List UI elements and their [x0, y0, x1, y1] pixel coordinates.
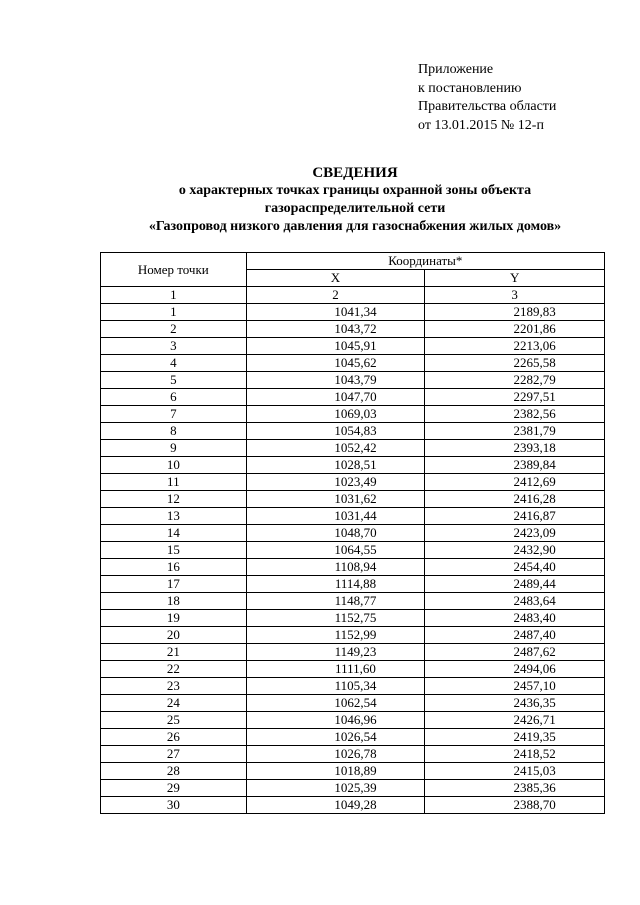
- point-number-cell: 18: [101, 593, 247, 610]
- table-row: [101, 610, 605, 627]
- x-coordinate-cell: 1108,94: [246, 559, 425, 576]
- x-coordinate-cell: 1028,51: [246, 457, 425, 474]
- table-body: [101, 304, 605, 814]
- x-coordinate-cell: 1152,99: [246, 627, 425, 644]
- point-number-cell: 14: [101, 525, 247, 542]
- point-number-cell: 15: [101, 542, 247, 559]
- y-coordinate-cell: 2297,51: [425, 389, 605, 406]
- y-coordinate-cell: 2494,06: [425, 661, 605, 678]
- table-row: [101, 372, 605, 389]
- point-number-cell: 20: [101, 627, 247, 644]
- table-row: [101, 491, 605, 508]
- table-row: [101, 457, 605, 474]
- y-coordinate-cell: 2213,06: [425, 338, 605, 355]
- header-x: X: [246, 270, 425, 287]
- point-number-cell: 2: [101, 321, 247, 338]
- table-row: [101, 474, 605, 491]
- x-coordinate-cell: 1148,77: [246, 593, 425, 610]
- x-coordinate-cell: 1149,23: [246, 644, 425, 661]
- y-coordinate-cell: 2201,86: [425, 321, 605, 338]
- table-row: [101, 389, 605, 406]
- y-coordinate-cell: 2189,83: [425, 304, 605, 321]
- table-row: [101, 355, 605, 372]
- heading-line: о характерных точках границы охранной зоны объекта: [178, 183, 532, 198]
- table-row: [101, 746, 605, 763]
- table-row: [101, 661, 605, 678]
- x-coordinate-cell: 1105,34: [246, 678, 425, 695]
- point-number-cell: 30: [101, 797, 247, 814]
- point-number-cell: 13: [101, 508, 247, 525]
- y-coordinate-cell: 2432,90: [425, 542, 605, 559]
- y-coordinate-cell: 2457,10: [425, 678, 605, 695]
- y-coordinate-cell: 2487,62: [425, 644, 605, 661]
- x-coordinate-cell: 1048,70: [246, 525, 425, 542]
- x-coordinate-cell: 1046,96: [246, 712, 425, 729]
- x-coordinate-cell: 1026,54: [246, 729, 425, 746]
- x-coordinate-cell: 1054,83: [246, 423, 425, 440]
- point-number-cell: 27: [101, 746, 247, 763]
- x-coordinate-cell: 1069,03: [246, 406, 425, 423]
- table-row: [101, 627, 605, 644]
- y-coordinate-cell: 2418,52: [425, 746, 605, 763]
- header-point-number: Номер точки: [101, 253, 247, 287]
- table-row: [101, 525, 605, 542]
- x-coordinate-cell: 1025,39: [246, 780, 425, 797]
- y-coordinate-cell: 2381,79: [425, 423, 605, 440]
- appendix-note: [418, 61, 556, 135]
- point-number-cell: 11: [101, 474, 247, 491]
- point-number-cell: 3: [101, 338, 247, 355]
- y-coordinate-cell: 2389,84: [425, 457, 605, 474]
- x-coordinate-cell: 1111,60: [246, 661, 425, 678]
- x-coordinate-cell: 1047,70: [246, 389, 425, 406]
- x-coordinate-cell: 1045,62: [246, 355, 425, 372]
- point-number-cell: 4: [101, 355, 247, 372]
- y-coordinate-cell: 2423,09: [425, 525, 605, 542]
- point-number-cell: 5: [101, 372, 247, 389]
- y-coordinate-cell: 2454,40: [425, 559, 605, 576]
- table-row: [101, 797, 605, 814]
- y-coordinate-cell: 2483,40: [425, 610, 605, 627]
- point-number-cell: 28: [101, 763, 247, 780]
- table-row: [101, 406, 605, 423]
- point-number-cell: 12: [101, 491, 247, 508]
- header-coordinates: Координаты*: [246, 253, 604, 270]
- table-row: [101, 542, 605, 559]
- y-coordinate-cell: 2426,71: [425, 712, 605, 729]
- table-row: [101, 559, 605, 576]
- point-number-cell: 16: [101, 559, 247, 576]
- x-coordinate-cell: 1064,55: [246, 542, 425, 559]
- document-title: СВЕДЕНИЯ: [312, 165, 398, 181]
- y-coordinate-cell: 2436,35: [425, 695, 605, 712]
- x-coordinate-cell: 1026,78: [246, 746, 425, 763]
- table-row: [101, 576, 605, 593]
- point-number-cell: 24: [101, 695, 247, 712]
- y-coordinate-cell: 2412,69: [425, 474, 605, 491]
- point-number-cell: 29: [101, 780, 247, 797]
- table-row: [101, 321, 605, 338]
- document-heading: [100, 164, 610, 236]
- table-row: [101, 729, 605, 746]
- point-number-cell: 1: [101, 304, 247, 321]
- point-number-cell: 17: [101, 576, 247, 593]
- x-coordinate-cell: 1062,54: [246, 695, 425, 712]
- point-number-cell: 10: [101, 457, 247, 474]
- table-row: [101, 593, 605, 610]
- column-number-1: 1: [101, 287, 247, 304]
- y-coordinate-cell: 2416,87: [425, 508, 605, 525]
- table-row: [101, 644, 605, 661]
- y-coordinate-cell: 2388,70: [425, 797, 605, 814]
- appendix-line: Приложение: [418, 62, 494, 77]
- header-y: Y: [425, 270, 605, 287]
- column-number-2: 2: [246, 287, 425, 304]
- point-number-cell: 25: [101, 712, 247, 729]
- point-number-cell: 8: [101, 423, 247, 440]
- x-coordinate-cell: 1031,62: [246, 491, 425, 508]
- heading-line: газораспределительной сети: [264, 201, 446, 216]
- y-coordinate-cell: 2385,36: [425, 780, 605, 797]
- appendix-line: Правительства области: [418, 99, 557, 114]
- table-row: [101, 338, 605, 355]
- y-coordinate-cell: 2419,35: [425, 729, 605, 746]
- appendix-line: к постановлению: [418, 80, 522, 96]
- point-number-cell: 22: [101, 661, 247, 678]
- point-number-cell: 26: [101, 729, 247, 746]
- appendix-date-line: от 13.01.2015 № 12-п: [418, 117, 544, 133]
- table-row: [101, 508, 605, 525]
- x-coordinate-cell: 1045,91: [246, 338, 425, 355]
- table-row: [101, 712, 605, 729]
- x-coordinate-cell: 1152,75: [246, 610, 425, 627]
- point-number-cell: 9: [101, 440, 247, 457]
- x-coordinate-cell: 1041,34: [246, 304, 425, 321]
- table-row: [101, 695, 605, 712]
- x-coordinate-cell: 1043,79: [246, 372, 425, 389]
- y-coordinate-cell: 2489,44: [425, 576, 605, 593]
- column-number-3: 3: [425, 287, 605, 304]
- x-coordinate-cell: 1052,42: [246, 440, 425, 457]
- coordinates-table: [100, 252, 605, 814]
- table-row: [101, 780, 605, 797]
- x-coordinate-cell: 1023,49: [246, 474, 425, 491]
- y-coordinate-cell: 2487,40: [425, 627, 605, 644]
- y-coordinate-cell: 2282,79: [425, 372, 605, 389]
- x-coordinate-cell: 1049,28: [246, 797, 425, 814]
- point-number-cell: 23: [101, 678, 247, 695]
- y-coordinate-cell: 2393,18: [425, 440, 605, 457]
- table-row: [101, 763, 605, 780]
- x-coordinate-cell: 1031,44: [246, 508, 425, 525]
- point-number-cell: 21: [101, 644, 247, 661]
- y-coordinate-cell: 2483,64: [425, 593, 605, 610]
- x-coordinate-cell: 1018,89: [246, 763, 425, 780]
- x-coordinate-cell: 1114,88: [246, 576, 425, 593]
- y-coordinate-cell: 2265,58: [425, 355, 605, 372]
- y-coordinate-cell: 2416,28: [425, 491, 605, 508]
- point-number-cell: 7: [101, 406, 247, 423]
- point-number-cell: 6: [101, 389, 247, 406]
- table-row: [101, 304, 605, 321]
- y-coordinate-cell: 2415,03: [425, 763, 605, 780]
- table-row: [101, 423, 605, 440]
- x-coordinate-cell: 1043,72: [246, 321, 425, 338]
- table-row: [101, 440, 605, 457]
- table-row: [101, 678, 605, 695]
- heading-line: «Газопровод низкого давления для газоснабжения жилых домов»: [148, 219, 562, 234]
- y-coordinate-cell: 2382,56: [425, 406, 605, 423]
- point-number-cell: 19: [101, 610, 247, 627]
